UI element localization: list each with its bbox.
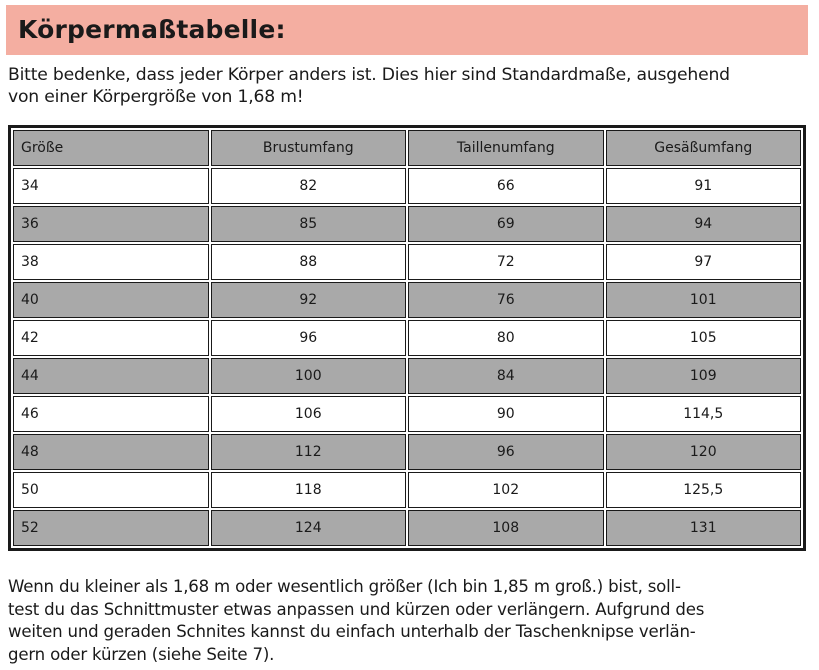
cell-hip: 91 <box>606 168 802 204</box>
cell-chest: 85 <box>211 206 407 242</box>
cell-chest: 96 <box>211 320 407 356</box>
cell-chest: 88 <box>211 244 407 280</box>
table-row <box>13 320 801 356</box>
cell-size: 38 <box>13 244 209 280</box>
cell-size: 46 <box>13 396 209 432</box>
cell-size: 52 <box>13 510 209 546</box>
cell-chest: 82 <box>211 168 407 204</box>
cell-chest: 92 <box>211 282 407 318</box>
cell-size: 42 <box>13 320 209 356</box>
cell-size: 40 <box>13 282 209 318</box>
cell-size: 50 <box>13 472 209 508</box>
intro-paragraph <box>8 64 808 108</box>
cell-waist: 66 <box>408 168 604 204</box>
cell-chest: 106 <box>211 396 407 432</box>
outro-line: weiten und geraden Schnites kannst du einfach unterhalb der Taschenknipse verlän- <box>8 622 696 641</box>
table-row <box>13 206 801 242</box>
cell-waist: 108 <box>408 510 604 546</box>
cell-hip: 125,5 <box>606 472 802 508</box>
outro-line: Wenn du kleiner als 1,68 m oder wesentlich größer (Ich bin 1,85 m groß.) bist, soll- <box>8 577 681 596</box>
cell-size: 34 <box>13 168 209 204</box>
outro-line: gern oder kürzen (siehe Seite 7). <box>8 644 275 664</box>
outro-paragraph <box>8 576 808 666</box>
cell-size: 48 <box>13 434 209 470</box>
table-row <box>13 282 801 318</box>
cell-hip: 120 <box>606 434 802 470</box>
size-table <box>11 128 803 548</box>
table-row <box>13 358 801 394</box>
table-row <box>13 168 801 204</box>
table-row <box>13 396 801 432</box>
cell-hip: 109 <box>606 358 802 394</box>
cell-chest: 112 <box>211 434 407 470</box>
outro-line: test du das Schnittmuster etwas anpassen und kürzen oder verlängern. Aufgrund des <box>8 599 705 619</box>
cell-chest: 100 <box>211 358 407 394</box>
cell-size: 44 <box>13 358 209 394</box>
cell-waist: 72 <box>408 244 604 280</box>
table-row <box>13 472 801 508</box>
header-size: Größe <box>13 130 209 166</box>
cell-hip: 97 <box>606 244 802 280</box>
cell-waist: 90 <box>408 396 604 432</box>
cell-waist: 102 <box>408 472 604 508</box>
title-banner <box>6 5 808 55</box>
header-hip: Gesäßumfang <box>606 130 802 166</box>
cell-size: 36 <box>13 206 209 242</box>
page-title: Körpermaßtabelle: <box>18 15 286 44</box>
cell-waist: 69 <box>408 206 604 242</box>
table-header-row <box>13 130 801 166</box>
cell-hip: 105 <box>606 320 802 356</box>
cell-hip: 131 <box>606 510 802 546</box>
cell-chest: 124 <box>211 510 407 546</box>
table-row <box>13 510 801 546</box>
cell-waist: 96 <box>408 434 604 470</box>
intro-line: von einer Körpergröße von 1,68 m! <box>8 87 304 107</box>
cell-waist: 80 <box>408 320 604 356</box>
cell-hip: 101 <box>606 282 802 318</box>
cell-hip: 94 <box>606 206 802 242</box>
header-waist: Taillenumfang <box>408 130 604 166</box>
table-row <box>13 244 801 280</box>
cell-chest: 118 <box>211 472 407 508</box>
cell-waist: 84 <box>408 358 604 394</box>
intro-line: Bitte bedenke, dass jeder Körper anders ist. Dies hier sind Standardmaße, ausgehend <box>8 65 730 85</box>
header-chest: Brustumfang <box>211 130 407 166</box>
measurement-table <box>8 125 806 551</box>
table-row <box>13 434 801 470</box>
cell-hip: 114,5 <box>606 396 802 432</box>
cell-waist: 76 <box>408 282 604 318</box>
